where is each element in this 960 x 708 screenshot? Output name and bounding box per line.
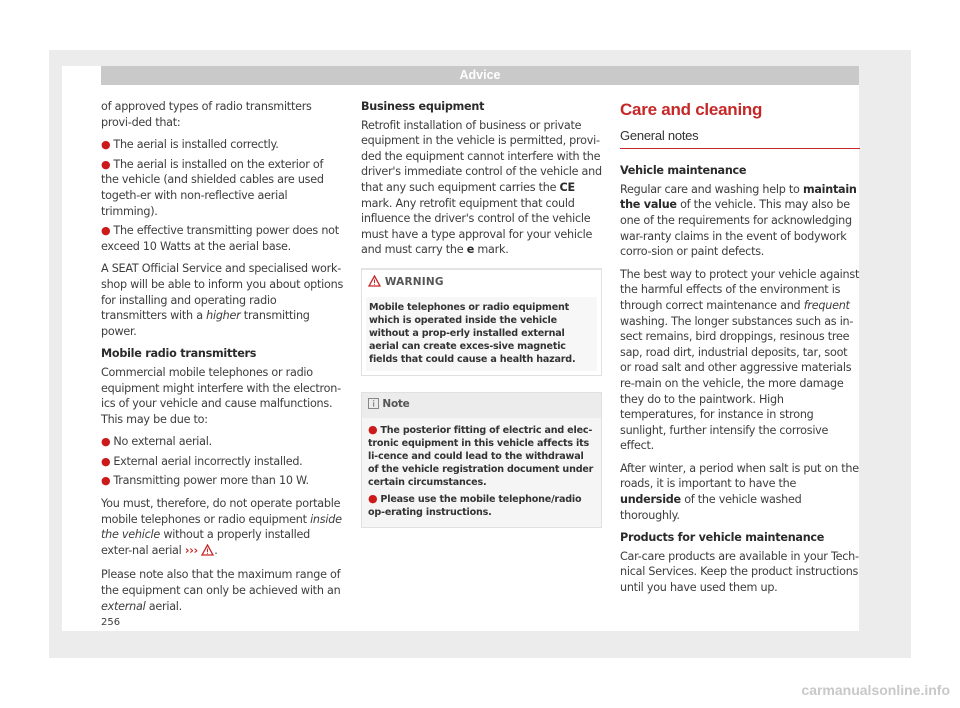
watermark: carmanualsonline.info	[801, 682, 950, 698]
bullet-icon: ●	[101, 435, 111, 449]
header-band	[101, 66, 859, 85]
warning-header	[362, 270, 601, 297]
list-item: ● No external aerial.	[101, 435, 212, 449]
note-text	[362, 418, 601, 527]
bullet-icon: ●	[101, 224, 111, 238]
mobile-heading: Mobile radio transmitters	[101, 347, 257, 361]
warning-icon	[368, 275, 381, 293]
list-item: ● The posterior fitting of electric and elec-tronic equipment in this vehicle affects its li-cence and could lead to the withdrawal of the vehicle registration document under certain circumstances.	[368, 423, 594, 489]
bullet-icon: ●	[101, 454, 111, 468]
list-item: ● The effective transmitting power does not exceed 10 Watts at the aerial base.	[101, 224, 339, 253]
note-box	[361, 392, 602, 529]
list-item: ● Please use the mobile telephone/radio op-erating instructions.	[368, 492, 582, 519]
header-title: Advice	[459, 68, 501, 82]
list-item: ● The aerial is installed correctly.	[101, 138, 279, 152]
business-heading: Business equipment	[361, 100, 485, 113]
bullet-icon: ●	[101, 157, 111, 171]
warning-text: Mobile telephones or radio equipment which is operated inside the vehicle without a prop-erly installed external aerial can create exces-sive magnetic fields that could cause a health hazard.	[366, 297, 597, 371]
more-arrow-icon[interactable]: ›››	[184, 543, 198, 557]
mobile-text: Commercial mobile telephones or radio equipment might interfere with the electron-ics of your vehicle and cause malfunctions. This may be due to:	[101, 365, 341, 426]
section-title: Care and cleaning	[620, 100, 763, 119]
column-3	[620, 102, 860, 603]
bullet-icon: ●	[101, 474, 111, 488]
warning-label: WARNING	[384, 275, 444, 288]
range-paragraph: Please note also that the maximum range of the equipment can only be achieved with an external aerial.	[101, 568, 341, 613]
list-item: ● External aerial incorrectly installed.	[101, 454, 303, 468]
must-paragraph: You must, therefore, do not operate portable mobile telephones or radio equipment inside the vehicle without a properly installed exter-nal aerial ››› .	[101, 496, 344, 560]
section-subtitle: General notes	[620, 128, 860, 150]
warning-box	[361, 268, 602, 376]
info-icon	[368, 398, 379, 415]
list-item: ● Transmitting power more than 10 W.	[101, 474, 309, 488]
bullet-icon: ●	[101, 138, 111, 152]
ce-mark-icon: CE	[559, 180, 575, 194]
products-text: Car-care products are available in your Tech-nical Services. Keep the product instructions until you have used them up.	[620, 549, 859, 595]
page-number: 256	[101, 617, 121, 628]
business-text: Retrofit installation of business or private equipment in the vehicle is permitted, provi-ded the equipment cannot interfere with the driver's immediate control of the vehicle and that any such equipment carries the CE mark. Any retrofit equipment that could influence the driver's control of the vehicle must have a type approval for your vehicle and must carry the e mark.	[361, 118, 602, 257]
protect-text: The best way to protect your vehicle against the harmful effects of the environment is through correct maintenance and frequent washing. The longer substances such as in-sect remains, bird droppings, resinous tree sap, road dirt, industrial deposits, tar, soot or road salt and other aggressive materials re-main on the vehicle, the more damage they do to the paintwork. High temperatures, for instance in strong sunlight, further intensify the corrosive effect.	[620, 267, 860, 453]
maintenance-text: Regular care and washing help to maintain the value of the vehicle. This may also be one of the requirements for acknowledging war-ranty claims in the event of bodywork corro-sion or paint defects.	[620, 182, 857, 259]
products-heading: Products for vehicle maintenance	[620, 531, 825, 545]
list-item: ● The aerial is installed on the exterior of the vehicle (and shielded cables are used togeth-er with non-reflective aerial trimming).	[101, 157, 324, 218]
note-label: Note	[382, 397, 410, 410]
service-paragraph: A SEAT Official Service and specialised work-shop will be able to inform you about options for installing and operating radio transmitters with a higher transmitting power.	[101, 262, 344, 338]
maintenance-heading: Vehicle maintenance	[620, 164, 747, 178]
column-2	[361, 99, 602, 528]
winter-text: After winter, a period when salt is put on the roads, it is important to have the underside of the vehicle washed thoroughly.	[620, 461, 859, 522]
column-1	[101, 99, 344, 621]
note-header	[362, 393, 601, 419]
intro-text: of approved types of radio transmitters provi-ded that:	[101, 100, 312, 129]
warning-triangle-icon[interactable]	[201, 544, 214, 561]
